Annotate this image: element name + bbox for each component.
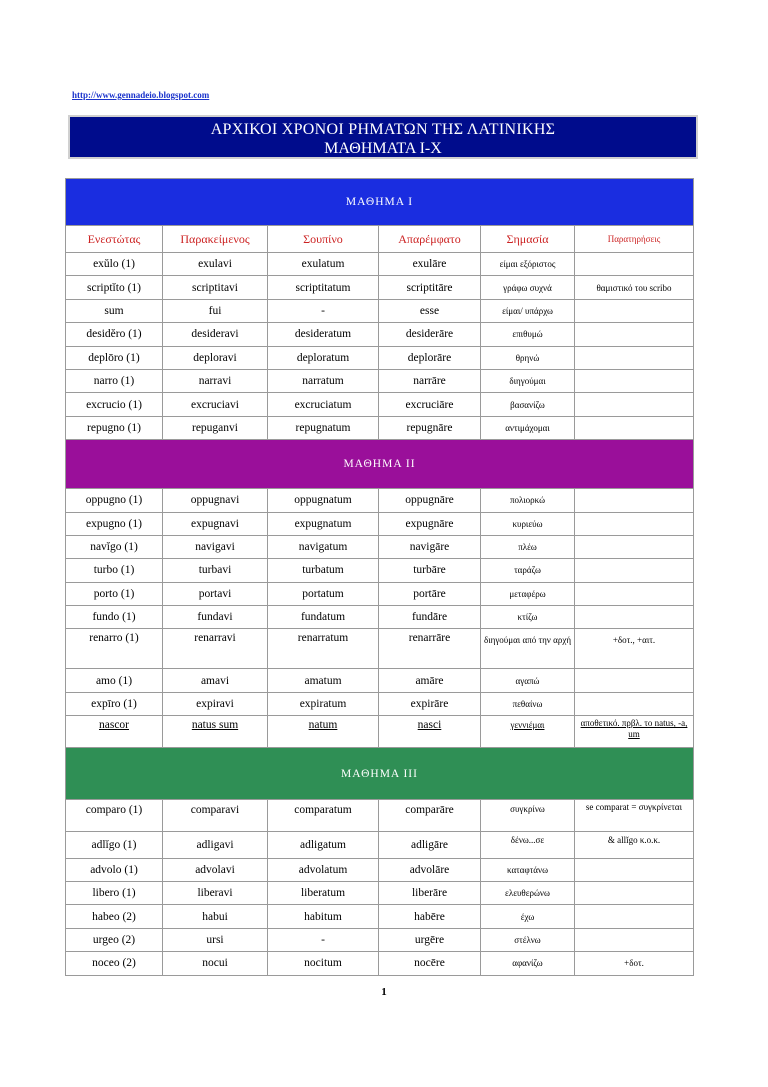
notes-cell	[575, 559, 694, 582]
perfect-cell: advolavi	[163, 858, 268, 881]
meaning-cell: δένω...σε	[481, 832, 575, 858]
notes-cell	[575, 369, 694, 392]
table-row	[66, 692, 694, 715]
supine-cell: nocitum	[268, 952, 379, 975]
notes-cell: αποθετικό. πρβλ. το natus, -a, um	[575, 716, 694, 748]
infinitive-cell: oppugnāre	[379, 489, 481, 512]
table-row	[66, 858, 694, 881]
notes-cell	[575, 928, 694, 951]
meaning-cell: αφανίζω	[481, 952, 575, 975]
lesson-header-1	[66, 179, 694, 226]
supine-cell: navigatum	[268, 535, 379, 558]
infinitive-cell: habēre	[379, 905, 481, 928]
present-cell: oppugno (1)	[66, 489, 163, 512]
table-row	[66, 905, 694, 928]
present-cell: exŭlo (1)	[66, 253, 163, 276]
meaning-cell: ταράζω	[481, 559, 575, 582]
table-row	[66, 928, 694, 951]
col-header-infinitive: Απαρέμφατο	[379, 226, 481, 253]
present-cell: adlĭgo (1)	[66, 832, 163, 858]
table-row	[66, 606, 694, 629]
page-number: 1	[381, 986, 387, 998]
meaning-cell: κτίζω	[481, 606, 575, 629]
meaning-cell: στέλνω	[481, 928, 575, 951]
table-row	[66, 800, 694, 832]
table-row	[66, 346, 694, 369]
meaning-cell: ελευθερώνω	[481, 882, 575, 905]
meaning-cell: γεννιέμαι	[481, 716, 575, 748]
perfect-cell: habui	[163, 905, 268, 928]
notes-cell	[575, 512, 694, 535]
meaning-cell: έχω	[481, 905, 575, 928]
perfect-cell: fui	[163, 299, 268, 322]
document-subtitle: ΜΑΘΗΜΑΤΑ Ι-Χ	[324, 140, 442, 157]
infinitive-cell: fundāre	[379, 606, 481, 629]
infinitive-cell: urgēre	[379, 928, 481, 951]
table-row	[66, 416, 694, 439]
present-cell: porto (1)	[66, 582, 163, 605]
infinitive-cell: expugnāre	[379, 512, 481, 535]
present-cell: expugno (1)	[66, 512, 163, 535]
infinitive-cell: amāre	[379, 669, 481, 692]
present-cell: sum	[66, 299, 163, 322]
notes-cell	[575, 323, 694, 346]
perfect-cell: expiravi	[163, 692, 268, 715]
notes-cell: & allĭgo κ.ο.κ.	[575, 832, 694, 858]
meaning-cell: πλέω	[481, 535, 575, 558]
table-row	[66, 832, 694, 858]
notes-cell	[575, 582, 694, 605]
present-cell: fundo (1)	[66, 606, 163, 629]
lesson-title: ΜΑΘΗΜΑ ΙΙΙ	[66, 748, 694, 800]
supine-cell: desideratum	[268, 323, 379, 346]
meaning-cell: πολιορκώ	[481, 489, 575, 512]
notes-cell	[575, 606, 694, 629]
notes-cell	[575, 393, 694, 416]
perfect-cell: deploravi	[163, 346, 268, 369]
notes-cell	[575, 299, 694, 322]
infinitive-cell: scriptitāre	[379, 276, 481, 299]
infinitive-cell: liberāre	[379, 882, 481, 905]
supine-cell: expugnatum	[268, 512, 379, 535]
meaning-cell: είμαι εξόριστος	[481, 253, 575, 276]
present-cell: urgeo (2)	[66, 928, 163, 951]
present-cell: nascor	[66, 716, 163, 748]
table-row	[66, 369, 694, 392]
table-row	[66, 559, 694, 582]
meaning-cell: καταφτάνω	[481, 858, 575, 881]
infinitive-cell: desiderāre	[379, 323, 481, 346]
present-cell: scriptĭto (1)	[66, 276, 163, 299]
supine-cell: natum	[268, 716, 379, 748]
table-row	[66, 582, 694, 605]
meaning-cell: πεθαίνω	[481, 692, 575, 715]
perfect-cell: comparavi	[163, 800, 268, 832]
col-header-meaning: Σημασία	[481, 226, 575, 253]
notes-cell	[575, 669, 694, 692]
table-row	[66, 323, 694, 346]
present-cell: habeo (2)	[66, 905, 163, 928]
supine-cell: exulatum	[268, 253, 379, 276]
infinitive-cell: turbāre	[379, 559, 481, 582]
perfect-cell: ursi	[163, 928, 268, 951]
document-title-box	[68, 115, 698, 159]
perfect-cell: amavi	[163, 669, 268, 692]
lesson-header-3	[66, 748, 694, 800]
meaning-cell: βασανίζω	[481, 393, 575, 416]
col-header-present: Ενεστώτας	[66, 226, 163, 253]
supine-cell: liberatum	[268, 882, 379, 905]
perfect-cell: nocui	[163, 952, 268, 975]
perfect-cell: desideravi	[163, 323, 268, 346]
lesson-title: ΜΑΘΗΜΑ Ι	[66, 179, 694, 226]
notes-cell	[575, 346, 694, 369]
present-cell: libero (1)	[66, 882, 163, 905]
meaning-cell: γράφω συχνά	[481, 276, 575, 299]
supine-cell: -	[268, 299, 379, 322]
perfect-cell: scriptitavi	[163, 276, 268, 299]
perfect-cell: liberavi	[163, 882, 268, 905]
present-cell: excrucio (1)	[66, 393, 163, 416]
lesson-header-2	[66, 440, 694, 489]
notes-cell: +δοτ., +αιτ.	[575, 629, 694, 669]
infinitive-cell: nasci	[379, 716, 481, 748]
meaning-cell: διηγούμαι	[481, 369, 575, 392]
notes-cell	[575, 882, 694, 905]
source-url[interactable]: http://www.gennadeio.blogspot.com	[72, 90, 210, 100]
meaning-cell: διηγούμαι από την αρχή	[481, 629, 575, 669]
infinitive-cell: adligāre	[379, 832, 481, 858]
supine-cell: turbatum	[268, 559, 379, 582]
supine-cell: scriptitatum	[268, 276, 379, 299]
table-row	[66, 489, 694, 512]
col-header-perfect: Παρακείμενος	[163, 226, 268, 253]
table-row	[66, 393, 694, 416]
supine-cell: deploratum	[268, 346, 379, 369]
perfect-cell: turbavi	[163, 559, 268, 582]
perfect-cell: natus sum	[163, 716, 268, 748]
supine-cell: amatum	[268, 669, 379, 692]
verbs-table	[65, 178, 694, 976]
supine-cell: repugnatum	[268, 416, 379, 439]
table-row	[66, 253, 694, 276]
table-row	[66, 669, 694, 692]
infinitive-cell: esse	[379, 299, 481, 322]
notes-cell	[575, 489, 694, 512]
meaning-cell: κυριεύω	[481, 512, 575, 535]
perfect-cell: oppugnavi	[163, 489, 268, 512]
infinitive-cell: excruciāre	[379, 393, 481, 416]
supine-cell: renarratum	[268, 629, 379, 669]
notes-cell	[575, 858, 694, 881]
notes-cell: +δοτ.	[575, 952, 694, 975]
perfect-cell: adligavi	[163, 832, 268, 858]
notes-cell	[575, 692, 694, 715]
lesson-title: ΜΑΘΗΜΑ ΙΙ	[66, 440, 694, 489]
present-cell: narro (1)	[66, 369, 163, 392]
supine-cell: narratum	[268, 369, 379, 392]
infinitive-cell: deplorāre	[379, 346, 481, 369]
meaning-cell: είμαι/ υπάρχω	[481, 299, 575, 322]
infinitive-cell: nocēre	[379, 952, 481, 975]
infinitive-cell: navigāre	[379, 535, 481, 558]
notes-cell	[575, 416, 694, 439]
perfect-cell: expugnavi	[163, 512, 268, 535]
perfect-cell: exulavi	[163, 253, 268, 276]
supine-cell: advolatum	[268, 858, 379, 881]
notes-cell	[575, 535, 694, 558]
meaning-cell: αγαπώ	[481, 669, 575, 692]
present-cell: repugno (1)	[66, 416, 163, 439]
meaning-cell: αντιμάχομαι	[481, 416, 575, 439]
present-cell: advolo (1)	[66, 858, 163, 881]
present-cell: desidĕro (1)	[66, 323, 163, 346]
infinitive-cell: narrāre	[379, 369, 481, 392]
table-row	[66, 535, 694, 558]
infinitive-cell: portāre	[379, 582, 481, 605]
present-cell: amo (1)	[66, 669, 163, 692]
infinitive-cell: repugnāre	[379, 416, 481, 439]
present-cell: turbo (1)	[66, 559, 163, 582]
document-title: ΑΡΧΙΚΟΙ ΧΡΟΝΟΙ ΡΗΜΑΤΩΝ ΤΗΣ ΛΑΤΙΝΙΚΗΣ	[210, 121, 556, 138]
supine-cell: habitum	[268, 905, 379, 928]
infinitive-cell: advolāre	[379, 858, 481, 881]
perfect-cell: narravi	[163, 369, 268, 392]
infinitive-cell: expirāre	[379, 692, 481, 715]
table-row	[66, 629, 694, 669]
present-cell: deplōro (1)	[66, 346, 163, 369]
present-cell: noceo (2)	[66, 952, 163, 975]
notes-cell	[575, 253, 694, 276]
infinitive-cell: renarrāre	[379, 629, 481, 669]
infinitive-cell: comparāre	[379, 800, 481, 832]
table-row	[66, 276, 694, 299]
notes-cell: θαμιστικό του scribo	[575, 276, 694, 299]
supine-cell: oppugnatum	[268, 489, 379, 512]
supine-cell: excruciatum	[268, 393, 379, 416]
perfect-cell: renarravi	[163, 629, 268, 669]
present-cell: expīro (1)	[66, 692, 163, 715]
meaning-cell: θρηνώ	[481, 346, 575, 369]
perfect-cell: navigavi	[163, 535, 268, 558]
table-row	[66, 512, 694, 535]
perfect-cell: portavi	[163, 582, 268, 605]
col-header-supine: Σουπίνο	[268, 226, 379, 253]
meaning-cell: μεταφέρω	[481, 582, 575, 605]
infinitive-cell: exulāre	[379, 253, 481, 276]
perfect-cell: repuganvi	[163, 416, 268, 439]
supine-cell: fundatum	[268, 606, 379, 629]
table-row	[66, 299, 694, 322]
supine-cell: -	[268, 928, 379, 951]
table-row	[66, 882, 694, 905]
present-cell: renarro (1)	[66, 629, 163, 669]
supine-cell: portatum	[268, 582, 379, 605]
perfect-cell: fundavi	[163, 606, 268, 629]
col-header-notes: Παρατηρήσεις	[575, 226, 694, 253]
meaning-cell: συγκρίνω	[481, 800, 575, 832]
perfect-cell: excruciavi	[163, 393, 268, 416]
present-cell: navĭgo (1)	[66, 535, 163, 558]
supine-cell: expiratum	[268, 692, 379, 715]
supine-cell: comparatum	[268, 800, 379, 832]
meaning-cell: επιθυμώ	[481, 323, 575, 346]
table-row	[66, 716, 694, 748]
present-cell: comparo (1)	[66, 800, 163, 832]
notes-cell	[575, 905, 694, 928]
notes-cell: se comparat = συγκρίνεται	[575, 800, 694, 832]
column-header-row	[66, 226, 694, 253]
table-row	[66, 952, 694, 975]
supine-cell: adligatum	[268, 832, 379, 858]
